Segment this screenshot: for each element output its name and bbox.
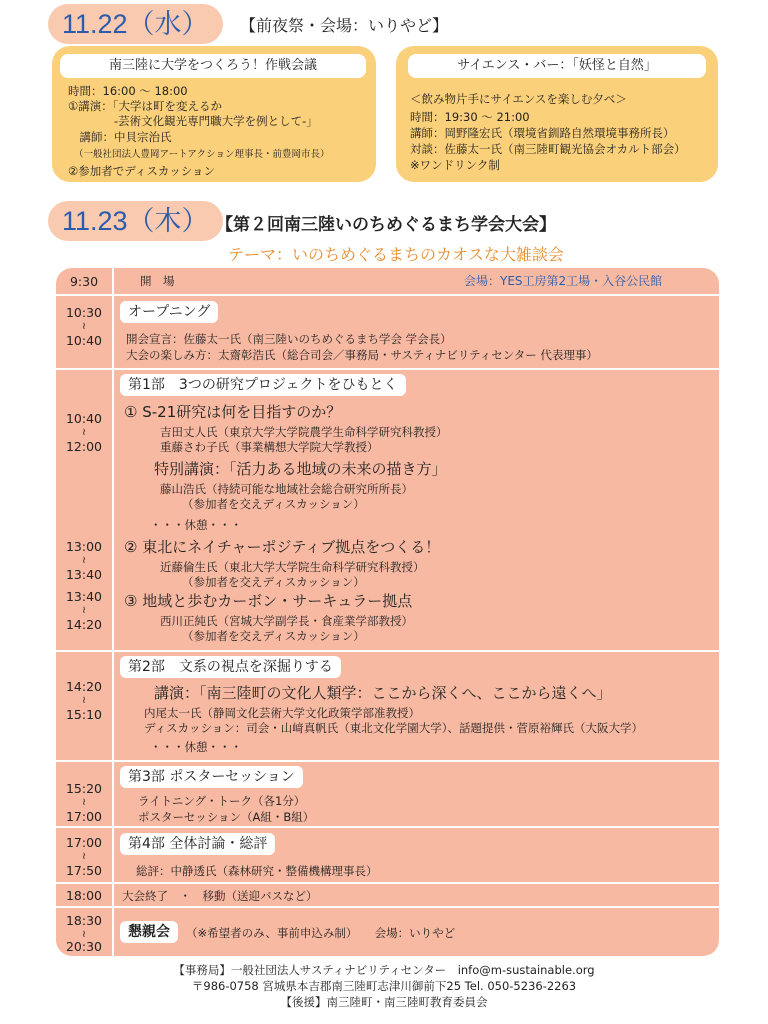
section-title: 第4部 全体討論・総評 (120, 833, 275, 855)
row-text: 大会終了 ・ 移動（送迎バスなど） (122, 889, 318, 903)
time-label: 9:30 (69, 274, 99, 289)
time-label: 15:10 (65, 707, 103, 722)
day1-left-line: -芸術文化観光専門職大学を例として-」 (68, 114, 318, 128)
day1-date: 11.22（水） (48, 4, 223, 44)
speaker-line: 吉田丈人氏（東京大学大学院農学生命科学研究科教授） (160, 425, 448, 439)
row-text: 大会の楽しみ方：太齋彰浩氏（総合司会／事務局・サスティナビリティセンター 代表理事） (126, 348, 598, 362)
time-label: 13:40 (65, 567, 103, 582)
section-title: 第2部 文系の視点を深掘りする (120, 656, 341, 678)
speaker-line: 内尾太一氏（静岡文化芸術大学文化政策学部准教授） (144, 706, 420, 720)
day1-subtitle: 【前夜祭・会場：いりやど】 (240, 16, 449, 35)
speaker-line: （参加者を交えディスカッション） (182, 629, 365, 643)
footer-address: 〒986-0758 宮城県本吉郡南三陸町志津川御前下25 Tel. 050-5236-2263 (191, 979, 577, 993)
time-label: 20:30 (65, 939, 103, 954)
row-text: 開 場 (140, 274, 175, 288)
break-label: ・・・休憩・・・ (150, 740, 242, 754)
section-title: 第1部 3つの研究プロジェクトをひもとく (120, 374, 406, 396)
project-title: ② 東北にネイチャーポジティブ拠点をつくる！ (124, 538, 441, 556)
row-text: （※希望者のみ、事前申込み制） 会場：いりやど (186, 926, 456, 940)
speaker-line: ディスカッション：司会・山﨑真帆氏（東北文化学園大学）、話題提供・菅原裕輝氏（大阪大学） (144, 721, 643, 735)
speaker-line: 重藤さわ子氏（事業構想大学院大学教授） (160, 440, 379, 454)
time-label: 13:00 (65, 539, 103, 554)
day1-left-title: 南三陸に大学をつくろう！作戦会議 (60, 54, 366, 78)
time-label: 14:20 (65, 679, 103, 694)
time-label: 10:40 (65, 411, 103, 426)
time-label: 13:40 (65, 589, 103, 604)
time-label: 17:00 (65, 809, 103, 824)
schedule-row: 15:20 ≀ 17:00 第3部 ポスターセッション ライトニング・トーク（各1分） ポスターセッション（A組・B組） (56, 760, 719, 828)
time-label: 12:00 (65, 439, 103, 454)
time-label: 18:30 (65, 913, 103, 928)
speaker-line: （参加者を交えディスカッション） (182, 575, 365, 589)
section-title: 第3部 ポスターセッション (120, 766, 303, 788)
schedule-table (56, 268, 719, 956)
schedule-row: 10:30 ≀ 10:40 オープニング 開会宣言：佐藤太一氏（南三陸いのちめぐるまち学会 学会長） 大会の楽しみ方：太齋彰浩氏（総合司会／事務局・サスティナビリティセンター 代表理事） (56, 294, 719, 370)
speaker-line: 西川正純氏（宮城大学副学長・食産業学部教授） (160, 614, 413, 628)
day1-right-line: 講師：岡野隆宏氏（環境省釧路自然環境事務所長） (410, 126, 675, 140)
row-text: 開会宣言：佐藤太一氏（南三陸いのちめぐるまち学会 学会長） (126, 332, 452, 346)
day2-date: 11.23（木） (48, 201, 223, 241)
speaker-line: 近藤倫生氏（東北大学大学院生命科学研究科教授） (160, 560, 425, 574)
day1-right-title: サイエンス・バー：「妖怪と自然」 (408, 54, 706, 78)
venue-label: 会場：YES工房第2工場・入谷公民館 (464, 274, 663, 288)
section-title: 懇親会 (120, 921, 178, 943)
section-title: オープニング (120, 301, 218, 323)
schedule-row (56, 882, 719, 908)
row-text: ライトニング・トーク（各1分） (138, 794, 306, 808)
day1-left-line: （一般社団法人豊岡アートアクション理事長・前豊岡市長） (74, 149, 330, 160)
time-label: 10:40 (65, 333, 103, 348)
day1-left-line: 講師：中貝宗治氏 (68, 130, 172, 144)
time-label: 15:20 (65, 781, 103, 796)
schedule-row (56, 268, 719, 294)
day2-theme: テーマ：いのちめぐるまちのカオスな大雑談会 (228, 245, 564, 264)
time-label: 17:50 (65, 863, 103, 878)
footer-support: 【後援】南三陸町・南三陸町教育委員会 (280, 995, 488, 1009)
schedule-row: 14:20 ≀ 15:10 第2部 文系の視点を深掘りする 講演：「南三陸町の文化人類学：ここから深くへ、ここから遠くへ」 内尾太一氏（静岡文化芸術大学文化政策学部准教授） ディスカッション：司会・山﨑真帆氏（東北文化学園大学）、話題提供・菅原裕輝氏（大阪大学） ・・・休憩・・・ (56, 650, 719, 762)
schedule-row: 18:30 ≀ 20:30 懇親会 （※希望者のみ、事前申込み制） 会場：いりやど (56, 906, 719, 956)
day1-right-line: ＜飲み物片手にサイエンスを楽しむ夕べ＞ (410, 92, 627, 106)
day1-right-card (396, 46, 718, 182)
schedule-row: 17:00 ≀ 17:50 第4部 全体討論・総評 総評：中静透氏（森林研究・整備機構理事長） (56, 826, 719, 884)
time-label: 14:20 (65, 617, 103, 632)
day1-right-line: 時間：19:30 ～ 21:00 (410, 110, 530, 124)
day1-left-card (52, 46, 376, 182)
day1-left-line: ①講演：「大学は町を変えるか (68, 99, 223, 113)
speaker-line: （参加者を交えディスカッション） (182, 497, 365, 511)
day1-right-line: ※ワンドリンク制 (410, 158, 500, 172)
time-label: 17:00 (65, 835, 103, 850)
row-text: 総評：中静透氏（森林研究・整備機構理事長） (136, 864, 378, 878)
speaker-line: 藤山浩氏（持続可能な地域社会総合研究所所長） (160, 482, 413, 496)
special-lecture: 特別講演：「活力ある地域の未来の描き方」 (154, 460, 447, 478)
time-label: 18:00 (65, 888, 103, 903)
day1-right-line: 対談：佐藤太一氏（南三陸町観光協会オカルト部会） (410, 142, 686, 156)
day1-left-line: 時間：16:00 ～ 18:00 (68, 84, 188, 98)
break-label: ・・・休憩・・・ (150, 518, 242, 532)
row-text: ポスターセッション（A組・B組） (138, 810, 315, 824)
schedule-row: 10:40 ≀ 12:00 13:00 ≀ 13:40 13:40 ≀ 14:20 第1部 3つの研究プロジェクトをひもとく ① S-21研究は何を目指すのか？ 吉田丈人氏（東京大学大学院農学生命科学研究科教授） 重藤さわ子氏（事業構想大学院大学教授） 特別講演：「活力ある地域の未来の描き方」 藤山浩氏（持続可能な地域社会総合研究所所長） （参加者を交えディスカッション） ・・・休憩・・・ ② 東北にネイチャーポジティブ拠点をつくる！ 近藤倫生氏（東北大学大学院生命科学研究科教授） （参加者を交えディスカッション） ③ 地域と歩むカーボン・サーキュラー拠点 西川正純氏（宮城大学副学長・食産業学部教授） （参加者を交えディスカッション） (56, 368, 719, 652)
day2-heading: 【第２回南三陸いのちめぐるまち学会大会】 (216, 215, 556, 235)
day1-left-line: ②参加者でディスカッション (68, 164, 216, 178)
project-title: ③ 地域と歩むカーボン・サーキュラー拠点 (124, 592, 413, 610)
lecture-title: 講演：「南三陸町の文化人類学：ここから深くへ、ここから遠くへ」 (154, 684, 612, 702)
footer-office: 【事務局】一般社団法人サスティナビリティセンター info@m-sustainable.org (173, 963, 595, 977)
time-label: 10:30 (65, 305, 103, 320)
project-title: ① S-21研究は何を目指すのか？ (124, 403, 342, 421)
